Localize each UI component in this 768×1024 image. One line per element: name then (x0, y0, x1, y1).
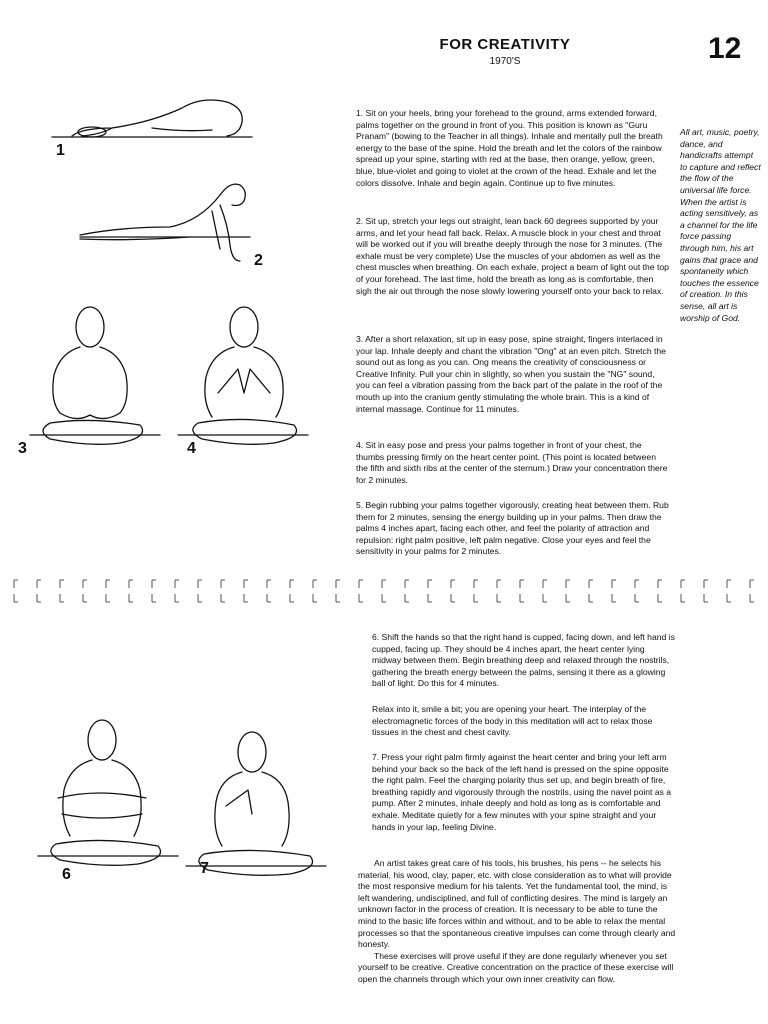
cut-mark (635, 580, 639, 602)
cut-mark (566, 580, 570, 602)
cut-mark (750, 580, 754, 602)
step-6-text: 6. Shift the hands so that the right hand is cupped, facing down, and left hand is cupped, facing up. They should be 4 inches apart, the heart center lying midway between them. Begin breathing deep and relaxed through the nostrils, gathering the breath energy between the palms, sensing it there as a glowing ball of light. Do this for 4 minutes. (372, 632, 675, 689)
cut-mark (589, 580, 593, 602)
closing-text (358, 858, 676, 986)
page-number: 12 (708, 32, 742, 65)
figure-3-drawing (30, 305, 160, 455)
cut-mark (658, 580, 662, 602)
cut-mark (14, 580, 18, 602)
closing-paragraph-1: An artist takes great care of his tools, his brushes, his pens -- he selects his material, his wood, clay, paper, etc. with close consideration as to what will provide the most responsive medium for his talents. Yet the fundamental tool, the mind, is left wandering, undisciplined, and full of conflicting desires. The mind is largely an unknown factor in the process of creation. It is necessary to be able to tune the mind to the basic life forces within and without, and to be able to relax the mental processes so that the spontaneous creative impulses can come through clearly and honesty. (358, 858, 676, 950)
figure-6-drawing (38, 718, 178, 878)
cut-mark (313, 580, 317, 602)
cut-mark (727, 580, 731, 602)
cut-mark (198, 580, 202, 602)
cut-mark (474, 580, 478, 602)
cut-mark (520, 580, 524, 602)
closing-paragraph-2: These exercises will prove useful if they are done regularly whenever you set yourself to be creative. Creative concentration on the practice of these exercise will open the channels through which your own inner creativity can flow. (358, 950, 674, 984)
figure-label-1: 1 (56, 142, 65, 159)
cut-mark (152, 580, 156, 602)
figure-label-6: 6 (62, 866, 71, 883)
step-6-followup-text: Relax into it, smile a bit; you are opening your heart. The interplay of the electromagnetic forces of the body in this meditation will act to relax those tissues in the chest and chest cavity. (372, 704, 653, 738)
cut-mark (129, 580, 133, 602)
cut-mark (290, 580, 294, 602)
figure-label-7: 7 (200, 860, 209, 877)
cut-mark (497, 580, 501, 602)
cut-marks-divider (0, 576, 768, 606)
figure-4-drawing (178, 305, 308, 455)
step-4-text: 4. Sit in easy pose and press your palms together in front of your chest, the thumbs pressing firmly on the heart center point. (This point is located between the fifth and sixth ribs at the center of the sternum.) Draw your concentration there for 2 minutes. (356, 440, 668, 485)
sidenote: All art, music, poetry, dance, and handicrafts attempt to capture and reflect the flow of the universal life force. When the artist is acting sensitively, as a channel for the life force passing through him, his art gains that grace and spontaneity which touches the essence of creation. In this sense, all art is worship of God. (680, 127, 761, 323)
figure-7-drawing (186, 730, 326, 880)
step-5-text: 5. Begin rubbing your palms together vigorously, creating heat between them. Rub them for 2 minutes, sensing the energy building up in your palms. Then draw the palms 4 inches apart, facing each other, and feel the polarity of attraction and repulsion: right palm positive, left palm negative. Close your eyes and feel the sensitivity in your palms for 2 minutes. (356, 500, 669, 557)
step-7-text: 7. Press your right palm firmly against the heart center and bring your left arm behind your back so the back of the left hand is pressed on the spine opposite the right palm. Feel the charging polarity thus set up, and begin breath of fire, breathing rapidly and vigorously through the nostrils, using the navel point as a pump. After 2 minutes, inhale deeply and hold as long as is comfortable and exhale. Meditate quietly for a few minutes with your spine straight and your hands in your lap, feeling Divine. (372, 752, 672, 832)
step-2-text: 2. Sit up, stretch your legs out straight, lean back 60 degrees supported by your arms, and let your head fall back. Relax. A muscle block in your chest and throat will be worked out if you will breathe deeply through the nose for 3 minutes. (The exhale must be very complete) Use the muscles of your abdomen as well as the chest muscles when breathing. On each exhale, project a beam of light out the top of your forehead. The last time, hold the breath as long as is comfortable, then sigh the air out through the nose slowly lowering yourself onto your back to relax. (356, 216, 669, 296)
cut-mark (543, 580, 547, 602)
cut-mark (704, 580, 708, 602)
cut-mark (359, 580, 363, 602)
cut-mark (336, 580, 340, 602)
page-subtitle: 1970'S (489, 56, 521, 67)
cut-mark (244, 580, 248, 602)
cut-mark (267, 580, 271, 602)
cut-mark (405, 580, 409, 602)
cut-mark (221, 580, 225, 602)
cut-mark (83, 580, 87, 602)
figure-1-drawing (52, 92, 252, 142)
figure-label-3: 3 (18, 440, 27, 457)
cut-mark (382, 580, 386, 602)
cut-mark (451, 580, 455, 602)
figure-label-4: 4 (187, 440, 196, 457)
step-3-text: 3. After a short relaxation, sit up in easy pose, spine straight, fingers interlaced in your lap. Inhale deeply and chant the vibration "Ong" at an even pitch. Stretch the sound out as long as you can. Ong means the creativity of consciousness or Creative Infinity. Pull your chin in slightly, so when you sustain the "NG" sound, you can feel a vibration passing from the back part of the palate in the roof of the mouth up into the cranium gently stimulating the whole brain. This is a kind of internal massage. Continue for 11 minutes. (356, 334, 666, 414)
cut-mark (681, 580, 685, 602)
step-1-text: 1. Sit on your heels, bring your forehead to the ground, arms extended forward, palms together on the ground in front of you. This position is known as "Guru Pranam" (bowing to the Teacher in all things). Inhale and mentally pull the breath energy to the base of the spine. Hold the breath and let the colors of the rainbow spread up your spine, starting with red at the base, then orange, yellow, green, blue, blue-violet and going to violet at the crown of the head. Exhale and let the colors dissolve. Inhale and begin again. Continue up to five minutes. (356, 108, 663, 188)
figure-2-drawing (80, 175, 250, 265)
figure-label-2: 2 (254, 252, 263, 269)
cut-mark (428, 580, 432, 602)
page-title: FOR CREATIVITY (439, 36, 571, 53)
cut-mark (37, 580, 41, 602)
cut-mark (612, 580, 616, 602)
cut-mark (60, 580, 64, 602)
cut-mark (175, 580, 179, 602)
cut-mark (106, 580, 110, 602)
